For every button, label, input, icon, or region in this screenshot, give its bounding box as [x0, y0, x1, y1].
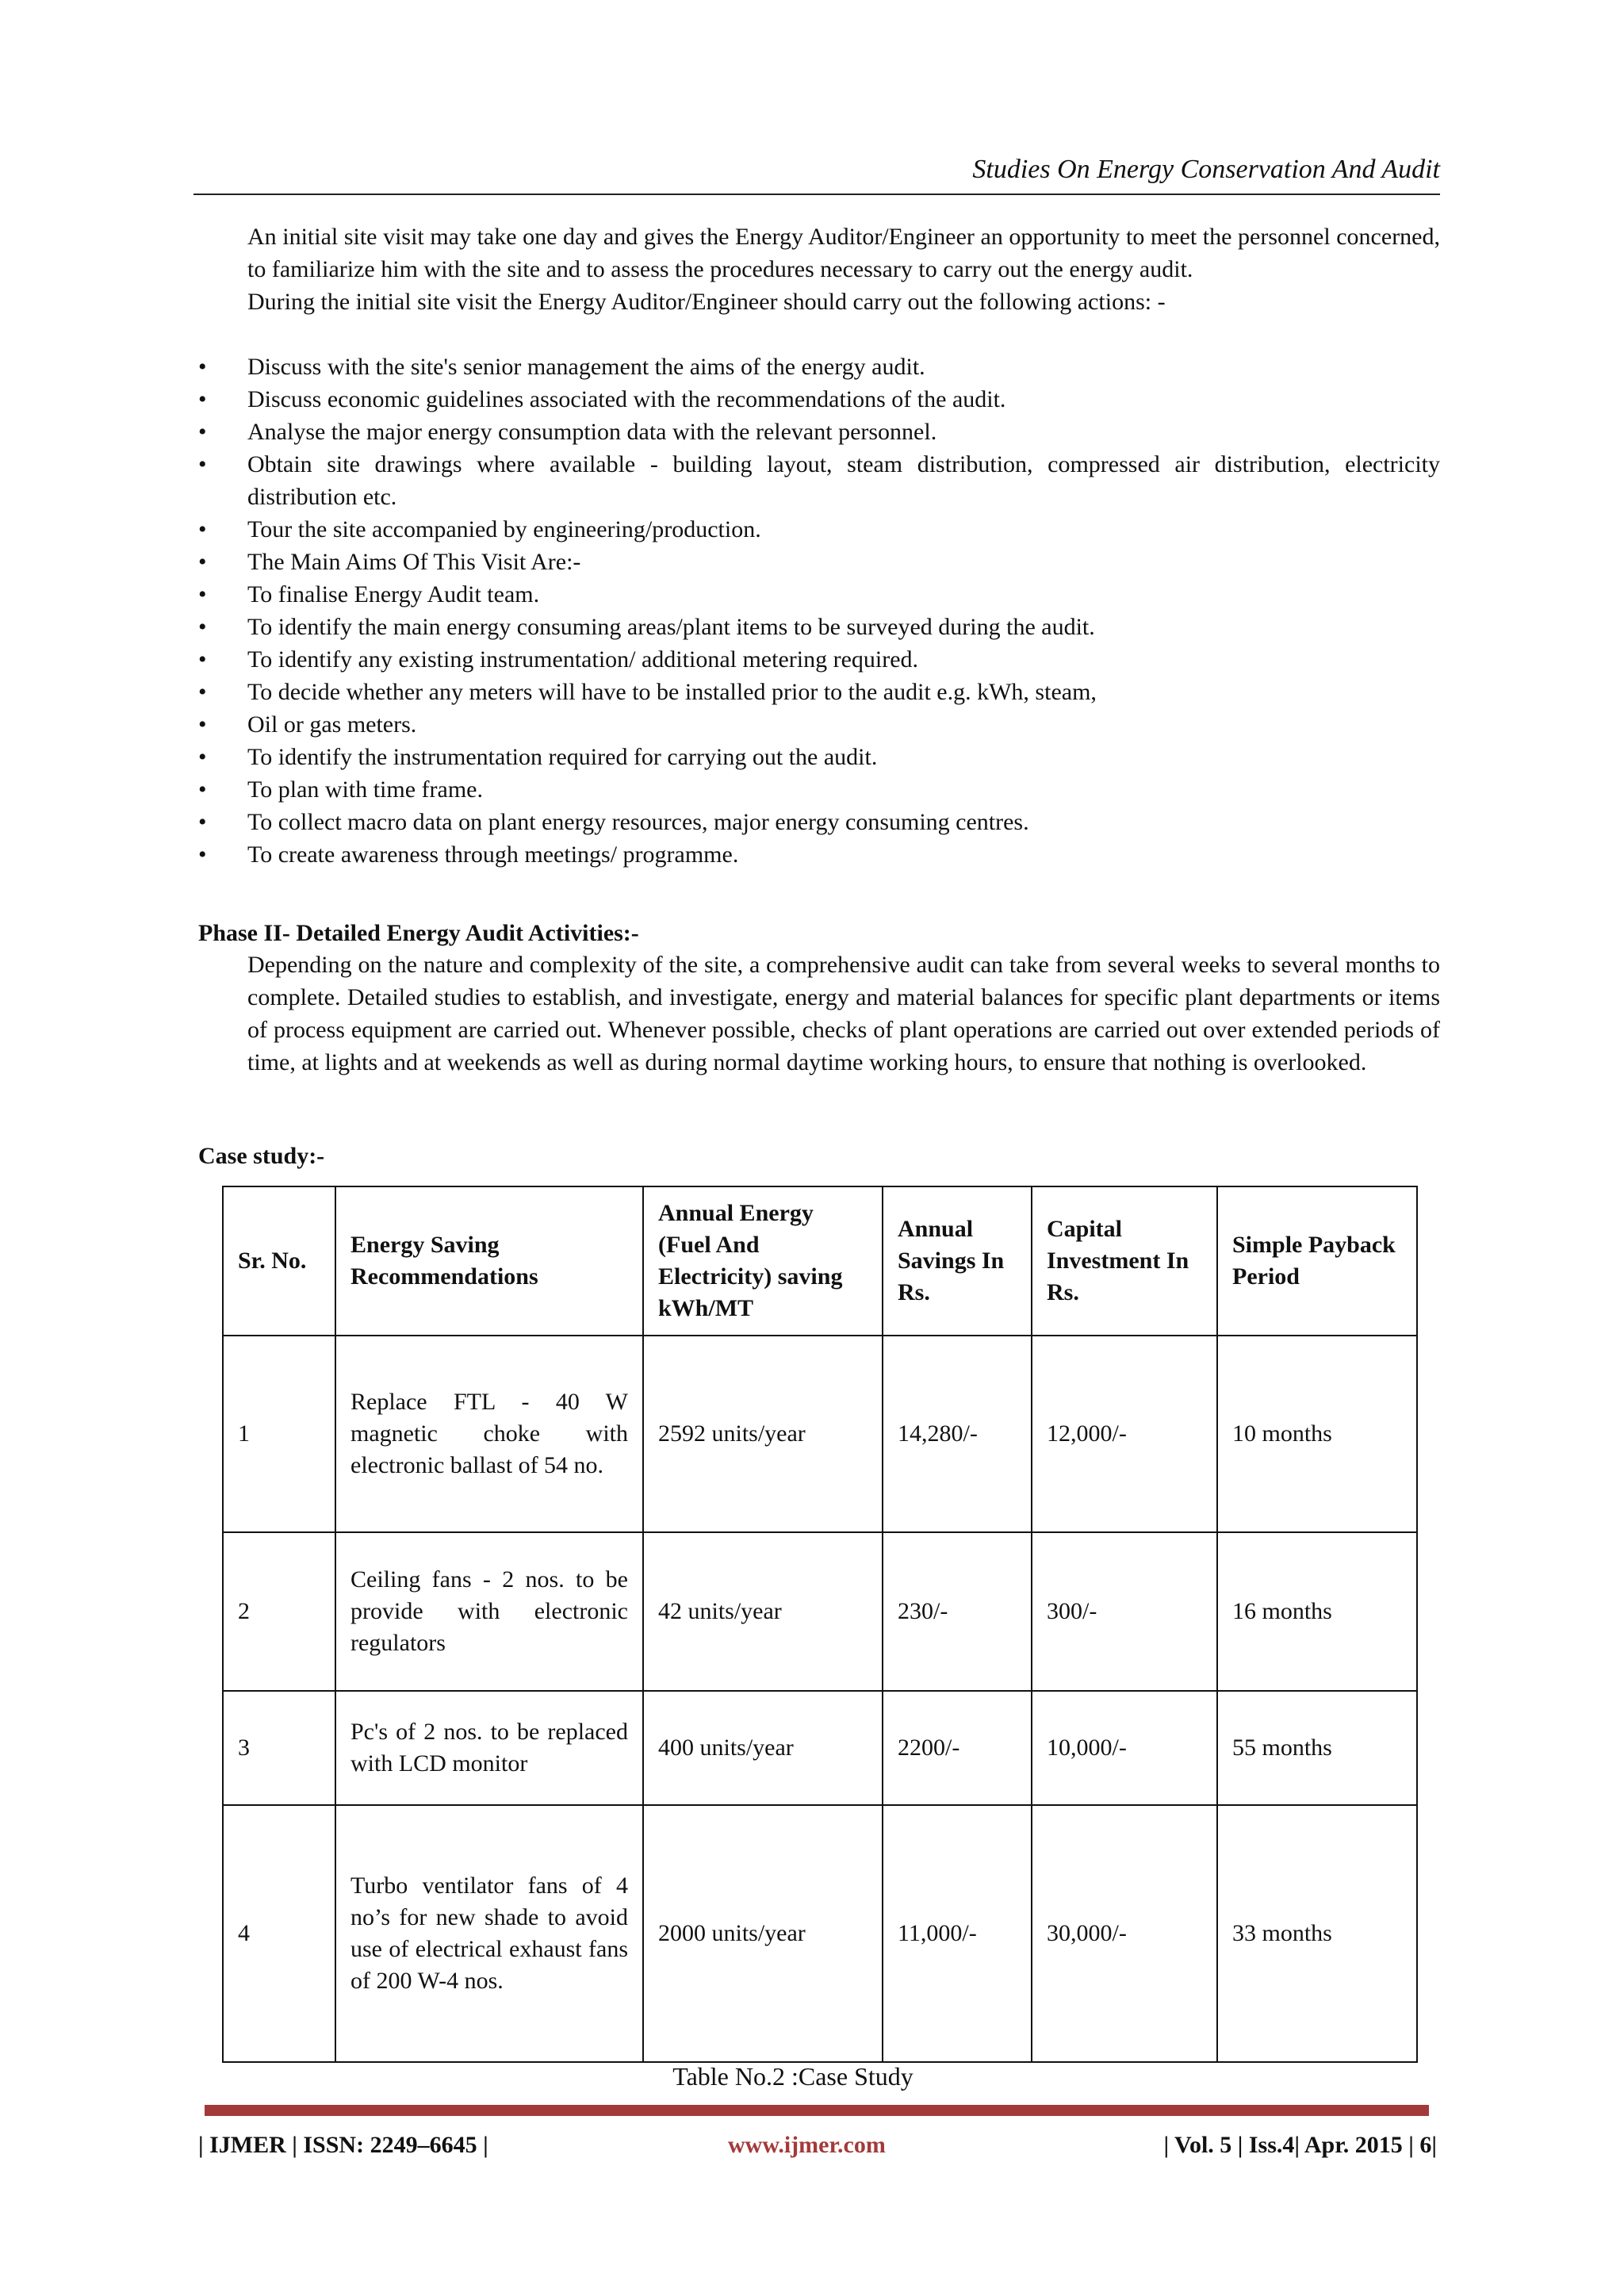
- cell-capital-investment: 12,000/-: [1032, 1336, 1217, 1532]
- bullet-item: • Obtain site drawings where available - building layout, steam distribution, compressed air distribution, electricity distribution etc.: [193, 448, 1440, 513]
- cell-annual-savings: 11,000/-: [883, 1805, 1032, 2062]
- action-bullet-list: [193, 351, 1440, 871]
- running-title: Studies On Energy Conservation And Audit: [972, 155, 1440, 184]
- cell-payback-period: 55 months: [1217, 1691, 1417, 1805]
- case-study-heading: Case study:-: [198, 1143, 325, 1169]
- table-header-row: [223, 1186, 1417, 1336]
- cell-recommendation: Replace FTL - 40 W magnetic choke with electronic ballast of 54 no.: [335, 1336, 643, 1532]
- column-header: Energy Saving Recommendations: [335, 1186, 643, 1336]
- column-header: Annual Energy (Fuel And Electricity) saving kWh/MT: [643, 1186, 883, 1336]
- cell-payback-period: 10 months: [1217, 1336, 1417, 1532]
- bullet-item: • To collect macro data on plant energy resources, major energy consuming centres.: [193, 806, 1440, 838]
- cell-annual-savings: 14,280/-: [883, 1336, 1032, 1532]
- intro-actions-lead: During the initial site visit the Energy Auditor/Engineer should carry out the following actions: -: [247, 289, 1166, 315]
- column-header: Simple Payback Period: [1217, 1186, 1417, 1336]
- bullet-item: • To plan with time frame.: [193, 773, 1440, 806]
- cell-annual-energy: 2592 units/year: [643, 1336, 883, 1532]
- table-row: [223, 1532, 1417, 1691]
- footer-volume-page: | Vol. 5 | Iss.4| Apr. 2015 | 6|: [1163, 2132, 1437, 2158]
- footer-journal-issn: | IJMER | ISSN: 2249–6645 |: [198, 2132, 488, 2158]
- cell-sr-no: 2: [223, 1532, 335, 1691]
- bullet-item: • Discuss with the site's senior management the aims of the energy audit.: [193, 351, 1440, 383]
- bullet-item: • To identify the main energy consuming areas/plant items to be surveyed during the audit.: [193, 611, 1440, 643]
- footer-website-link[interactable]: www.ijmer.com: [728, 2132, 886, 2158]
- footer-accent-bar: [205, 2105, 1429, 2116]
- bullet-item: • To identify the instrumentation required for carrying out the audit.: [193, 741, 1440, 773]
- cell-annual-energy: 400 units/year: [643, 1691, 883, 1805]
- cell-sr-no: 3: [223, 1691, 335, 1805]
- intro-paragraph: An initial site visit may take one day and gives the Energy Auditor/Engineer an opportunity to meet the personnel concerned, to familiarize him with the site and to assess the procedures necessary to carry out the energy audit.: [247, 224, 1440, 282]
- bullet-item: • Analyse the major energy consumption data with the relevant personnel.: [193, 416, 1440, 448]
- bullet-item: • To decide whether any meters will have to be installed prior to the audit e.g. kWh, steam,: [193, 676, 1440, 708]
- table-row: [223, 1336, 1417, 1532]
- cell-annual-savings: 230/-: [883, 1532, 1032, 1691]
- bullet-item: • The Main Aims Of This Visit Are:-: [193, 546, 1440, 578]
- cell-capital-investment: 300/-: [1032, 1532, 1217, 1691]
- column-header: Annual Savings In Rs.: [883, 1186, 1032, 1336]
- cell-capital-investment: 10,000/-: [1032, 1691, 1217, 1805]
- case-study-table: [222, 1186, 1418, 2063]
- page-footer: [198, 2129, 1437, 2164]
- bullet-item: • To identify any existing instrumentation/ additional metering required.: [193, 643, 1440, 676]
- cell-recommendation: Pc's of 2 nos. to be replaced with LCD monitor: [335, 1691, 643, 1805]
- cell-annual-savings: 2200/-: [883, 1691, 1032, 1805]
- header-rule: [193, 194, 1440, 195]
- bullet-item: • To finalise Energy Audit team.: [193, 578, 1440, 611]
- table-row: [223, 1691, 1417, 1805]
- table-caption: Table No.2 :Case Study: [672, 2062, 914, 2091]
- cell-recommendation: Ceiling fans - 2 nos. to be provide with electronic regulators: [335, 1532, 643, 1691]
- cell-payback-period: 16 months: [1217, 1532, 1417, 1691]
- bullet-item: • Discuss economic guidelines associated with the recommendations of the audit.: [193, 383, 1440, 416]
- cell-annual-energy: 2000 units/year: [643, 1805, 883, 2062]
- cell-annual-energy: 42 units/year: [643, 1532, 883, 1691]
- bullet-item: • To create awareness through meetings/ programme.: [193, 838, 1440, 871]
- column-header: Sr. No.: [223, 1186, 335, 1336]
- table-row: [223, 1805, 1417, 2062]
- cell-payback-period: 33 months: [1217, 1805, 1417, 2062]
- bullet-item: • Tour the site accompanied by engineering/production.: [193, 513, 1440, 546]
- intro-section: [247, 220, 1440, 318]
- phase-ii-heading: Phase II- Detailed Energy Audit Activities:-: [198, 920, 639, 946]
- phase-ii-paragraph: Depending on the nature and complexity of the site, a comprehensive audit can take from several weeks to several months to complete. Detailed studies to establish, and investigate, energy and material balances for specific plant departments or items of process equipment are carried out. Whenever possible, checks of plant operations are carried out over extended periods of time, at lights and at weekends as well as during normal daytime working hours, to ensure that nothing is overlooked.: [247, 952, 1440, 1075]
- cell-sr-no: 1: [223, 1336, 335, 1532]
- cell-capital-investment: 30,000/-: [1032, 1805, 1217, 2062]
- column-header: Capital Investment In Rs.: [1032, 1186, 1217, 1336]
- cell-recommendation: Turbo ventilator fans of 4 no’s for new shade to avoid use of electrical exhaust fans of 200 W-4 nos.: [335, 1805, 643, 2062]
- bullet-item: • Oil or gas meters.: [193, 708, 1440, 741]
- cell-sr-no: 4: [223, 1805, 335, 2062]
